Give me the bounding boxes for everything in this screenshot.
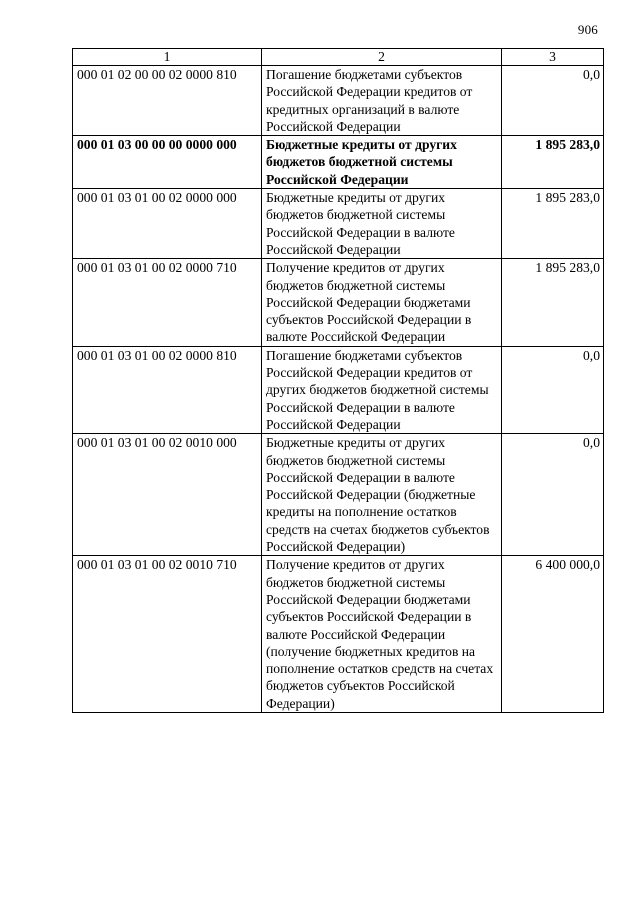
source-name: Погашение бюджетами субъектов Российской Федерации кредитов от других бюджетов бюджетной системы Российской Федерации в валюте Российской Федерации <box>262 346 502 433</box>
amount-value: 0,0 <box>502 66 604 136</box>
amount-value: 6 400 000,0 <box>502 556 604 713</box>
budget-sources-table <box>72 48 604 713</box>
column-header-name: 2 <box>262 49 502 66</box>
amount-value: 1 895 283,0 <box>502 136 604 189</box>
table-row <box>73 556 604 713</box>
classification-code: 000 01 02 00 00 02 0000 810 <box>73 66 262 136</box>
classification-code: 000 01 03 01 00 02 0010 710 <box>73 556 262 713</box>
classification-code: 000 01 03 01 00 02 0000 710 <box>73 259 262 346</box>
table-row <box>73 346 604 433</box>
table-header-row <box>73 49 604 66</box>
page-number: 906 <box>577 22 598 37</box>
source-name: Бюджетные кредиты от других бюджетов бюджетной системы Российской Федерации <box>262 136 502 189</box>
classification-code: 000 01 03 01 00 02 0010 000 <box>73 434 262 556</box>
column-header-code: 1 <box>73 49 262 66</box>
table-row <box>73 259 604 346</box>
table-row <box>73 136 604 189</box>
classification-code: 000 01 03 01 00 02 0000 000 <box>73 189 262 259</box>
source-name: Погашение бюджетами субъектов Российской Федерации кредитов от кредитных организаций в валюте Российской Федерации <box>262 66 502 136</box>
amount-value: 1 895 283,0 <box>502 189 604 259</box>
table-row <box>73 66 604 136</box>
amount-value: 1 895 283,0 <box>502 259 604 346</box>
amount-value: 0,0 <box>502 346 604 433</box>
source-name: Получение кредитов от других бюджетов бюджетной системы Российской Федерации бюджетами субъектов Российской Федерации в валюте Российской Федерации (получение бюджетных кредитов на пополнение остатков средств на счетах бюджетов субъектов Российской Федерации) <box>262 556 502 713</box>
column-header-amount: 3 <box>502 49 604 66</box>
amount-value: 0,0 <box>502 434 604 556</box>
classification-code: 000 01 03 01 00 02 0000 810 <box>73 346 262 433</box>
source-name: Бюджетные кредиты от других бюджетов бюджетной системы Российской Федерации в валюте Российской Федерации <box>262 189 502 259</box>
classification-code: 000 01 03 00 00 00 0000 000 <box>73 136 262 189</box>
source-name: Получение кредитов от других бюджетов бюджетной системы Российской Федерации бюджетами субъектов Российской Федерации в валюте Российской Федерации <box>262 259 502 346</box>
table-row <box>73 434 604 556</box>
source-name: Бюджетные кредиты от других бюджетов бюджетной системы Российской Федерации в валюте Российской Федерации (бюджетные кредиты на пополнение остатков средств на счетах бюджетов субъектов Российской Федерации) <box>262 434 502 556</box>
table-row <box>73 189 604 259</box>
